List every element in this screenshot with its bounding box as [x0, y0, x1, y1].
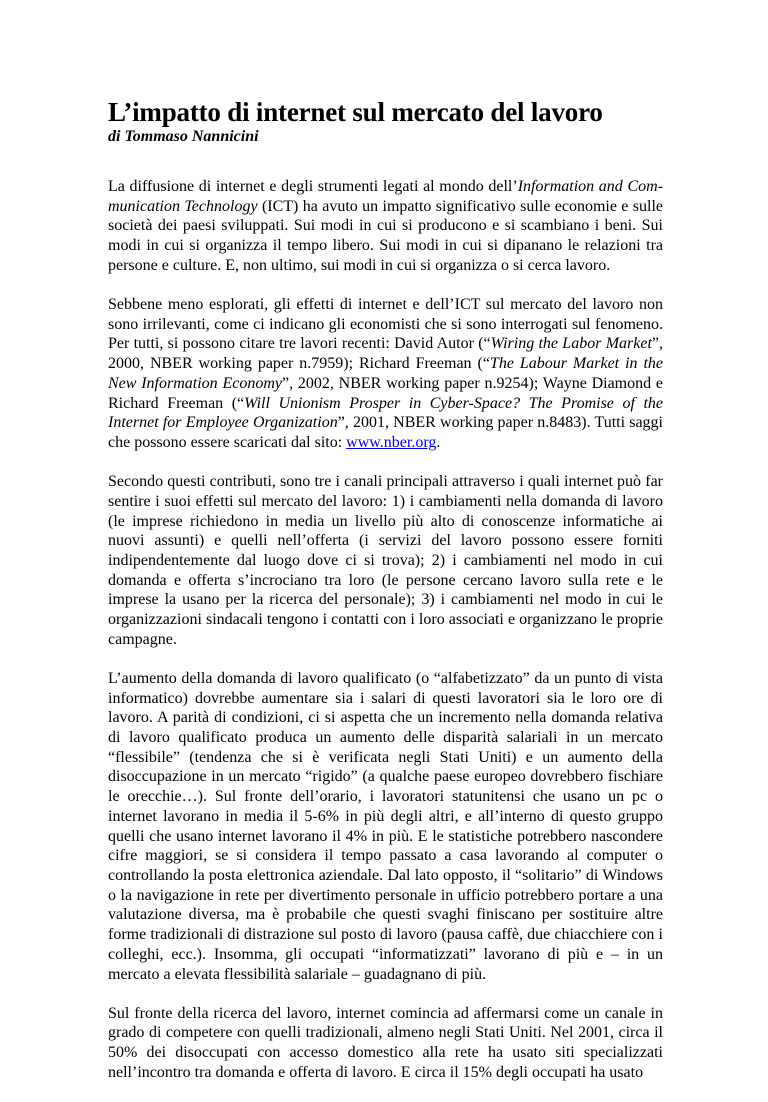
paragraph-2-text-e: ”, 2002, NBER working paper n.9254); Wayne Diamond e Richard Freeman (“ — [108, 374, 663, 412]
paragraph-1-text-a: La diffusione di internet e degli strumenti legati al mondo dell’ — [108, 178, 518, 195]
paragraph-3: Secondo questi contributi, sono tre i canali principali attraverso i quali internet può far sentire i suoi effetti sul mercato del lavoro: 1) i cambiamenti nella domanda di lavoro (le imprese richiedono in media un livello più alto di conoscenze informatiche ai nuovi assunti) e quelli nell’offerta (i servizi del lavoro possono essere forniti indipendentemente dal luogo dove ci si trova); 2) i cambiamenti nel modo in cui domanda e offerta s’incrociano tra loro (le persone cercano lavoro sulla rete e le imprese la usano per la ricerca del personale); 3) i cambiamenti nel modo in cui le organizzazioni sindacali tengono i contatti con i loro associati e organizzano le proprie campagne. — [108, 473, 663, 648]
paragraph-1-italic-ict: Information and Communication Technology — [108, 178, 664, 215]
nber-link[interactable]: www.nber.org — [346, 433, 437, 451]
author-byline: di Tommaso Nannicini — [108, 128, 259, 145]
paragraph-2-text-g: ”, 2001, NBER working paper n.8483). Tutti saggi che possono essere scaricati dal sito: — [108, 414, 663, 451]
paragraph-4: L’aumento della domanda di lavoro qualificato (o “alfabetizzato” da un punto di vista informatico) dovrebbe aumentare sia i salari di questi lavoratori sia le loro ore di lavoro. A parità di condizioni, ci si aspetta che un incremento nella domanda relativa di lavoro qualificato produca un aumento delle disparità salariali in un mercato “flessibile” (tendenza che si è verificata negli Stati Uniti) e un aumento della disoccupazione in un mercato “rigido” (a qualche paese europeo dovrebbero fischiare le orecchie…). Sul fronte dell’orario, i lavoratori statunitensi che usano un pc o internet lavorano in media il 5-6% in più degli altri, e all’interno di questo gruppo quelli che usano internet lavorano il 4% in più. E le statistiche potrebbero nascondere cifre maggiori, se si considera il tempo passato a casa lavorando al computer o controllando la posta elettronica aziendale. Dal lato opposto, il “solitario” di Windows o la navigazione in rete per divertimento personale in ufficio potrebbero portare a una valutazione diversa, ma è probabile che questi svaghi finiscano per sostituire altre forme tradizionali di distrazione sul posto di lavoro (pausa caffè, due chiacchiere con i colleghi, ecc.). Insomma, gli occupati “informatizzati” lavorano di più e – in un mercato a elevata flessibilità salariale – guadagnano di più. — [108, 669, 663, 983]
paragraph-2-text-h: . — [436, 433, 441, 451]
paragraph-2-italic-autor: Wiring the Labor Market — [490, 335, 652, 353]
paragraph-2 — [108, 295, 663, 453]
paragraph-2-italic-freeman: The Labour Market in the New Information Economy — [108, 355, 663, 392]
paragraph-1-text-c: (ICT) ha avuto un impatto significativo sulle economie e sulle società dei paesi sviluppati. Sui modi in cui si producono e si scambiano i beni. Sui modi in cui si organizza il tempo libero. Sui modi in cui si dipanano le relazioni tra persone e culture. E, non ultimo, sui modi in cui si organizza o si cerca lavoro. — [108, 197, 664, 274]
paragraph-5: Sul fronte della ricerca del lavoro, internet comincia ad affermarsi come un canale in grado di competere con quelli tradizionali, almeno negli Stati Uniti. Nel 2001, circa il 50% dei disoccupati con accesso domestico alla rete ha usato siti specializzati nell’incontro tra domanda e offerta di lavoro. E circa il 15% degli occupati ha usato — [108, 1004, 663, 1081]
paragraph-1 — [108, 177, 663, 276]
document-title: L’impatto di internet sul mercato del lavoro — [108, 97, 603, 127]
paragraph-2-italic-diamond: Will Unionism Prosper in Cyber-Space? The Promise of the Internet for Employee Organization — [108, 394, 663, 432]
paragraph-2-text-c: ”, 2000, NBER working paper n.7959); Richard Freeman (“ — [108, 335, 664, 373]
paragraph-2-text-a: Sebbene meno esplorati, gli effetti di internet e dell’ICT sul mercato del lavoro non sono irrilevanti, come ci indicano gli economisti che si sono interrogati sul fenomeno. Per tutti, si possono citare tre lavori recenti: David Autor (“ — [108, 296, 663, 353]
document-page — [108, 97, 663, 1102]
